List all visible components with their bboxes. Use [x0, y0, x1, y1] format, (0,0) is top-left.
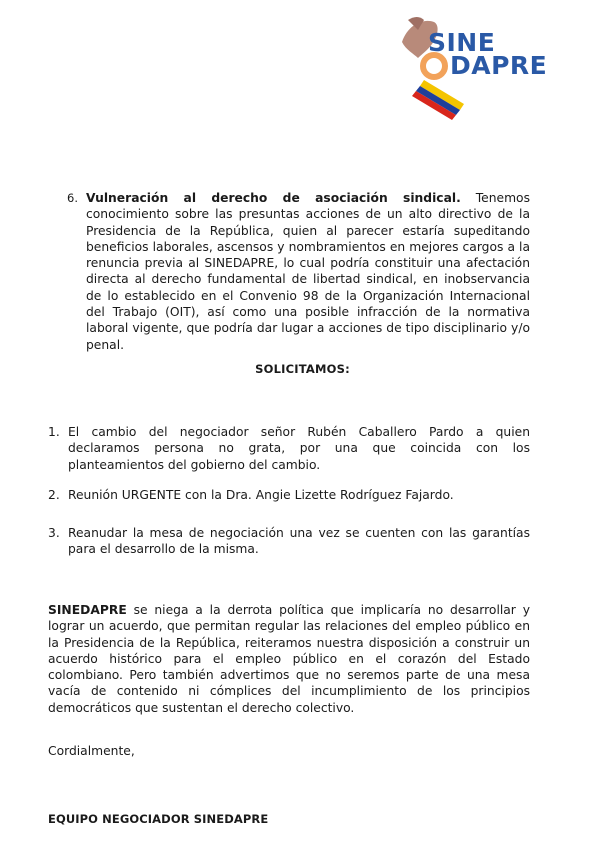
item-number: 6.	[67, 191, 78, 205]
logo-text-dapre: DAPRE	[450, 51, 548, 80]
item-6-title: Vulneración al derecho de asociación sindical.	[86, 191, 461, 205]
signature: EQUIPO NEGOCIADOR SINEDAPRE	[48, 812, 269, 826]
logo-text-sine: SINE	[428, 28, 496, 57]
request-item: Reunión URGENTE con la Dra. Angie Lizette Rodríguez Fajardo.	[68, 488, 454, 502]
request-number: 1.	[48, 425, 60, 439]
item-6-body: Tenemos conocimiento sobre las presuntas acciones de un alto directivo de la Presidencia de la República, quien al parecer estaría supeditando beneficios laborales, ascensos y nombramientos en mejores cargos a la renuncia previa al SINEDAPRE, lo cual podría constituir una afectación directa al derecho fundamental de libertad sindical, en inobservancia de lo establecido en el Convenio 98 de la Organización Internacional del Trabajo (OIT), así como una posible infracción de la normativa laboral vigente, que podría dar lugar a acciones de tipo disciplinario y/o penal.	[86, 191, 530, 352]
closing-paragraph	[48, 602, 530, 716]
request-number: 3.	[48, 526, 60, 540]
request-item: Reanudar la mesa de negociación una vez se cuenten con las garantías para el desarrollo de la misma.	[68, 526, 530, 557]
section-heading: SOLICITAMOS:	[255, 362, 350, 376]
closing-text: se niega a la derrota política que implicaría no desarrollar y lograr un acuerdo, que permitan regular las relaciones del empleo público en la Presidencia de la República, reiteramos nuestra disposición a construir un acuerdo histórico para el empleo público en el corazón del Estado colombiano. Pero también advertimos que no seremos parte de una mesa vacía de contenido ni cómplices del incumplimiento de los principios democráticos que sustentan el derecho colectivo.	[48, 603, 530, 715]
closing-org-name: SINEDAPRE	[48, 603, 127, 617]
request-item: El cambio del negociador señor Rubén Caballero Pardo a quien declaramos persona no grata, por una que coincida con los planteamientos del gobierno del cambio.	[68, 425, 530, 472]
regards: Cordialmente,	[48, 744, 135, 758]
item-6-paragraph	[86, 190, 530, 353]
sinedapre-logo	[394, 14, 569, 124]
request-number: 2.	[48, 488, 60, 502]
